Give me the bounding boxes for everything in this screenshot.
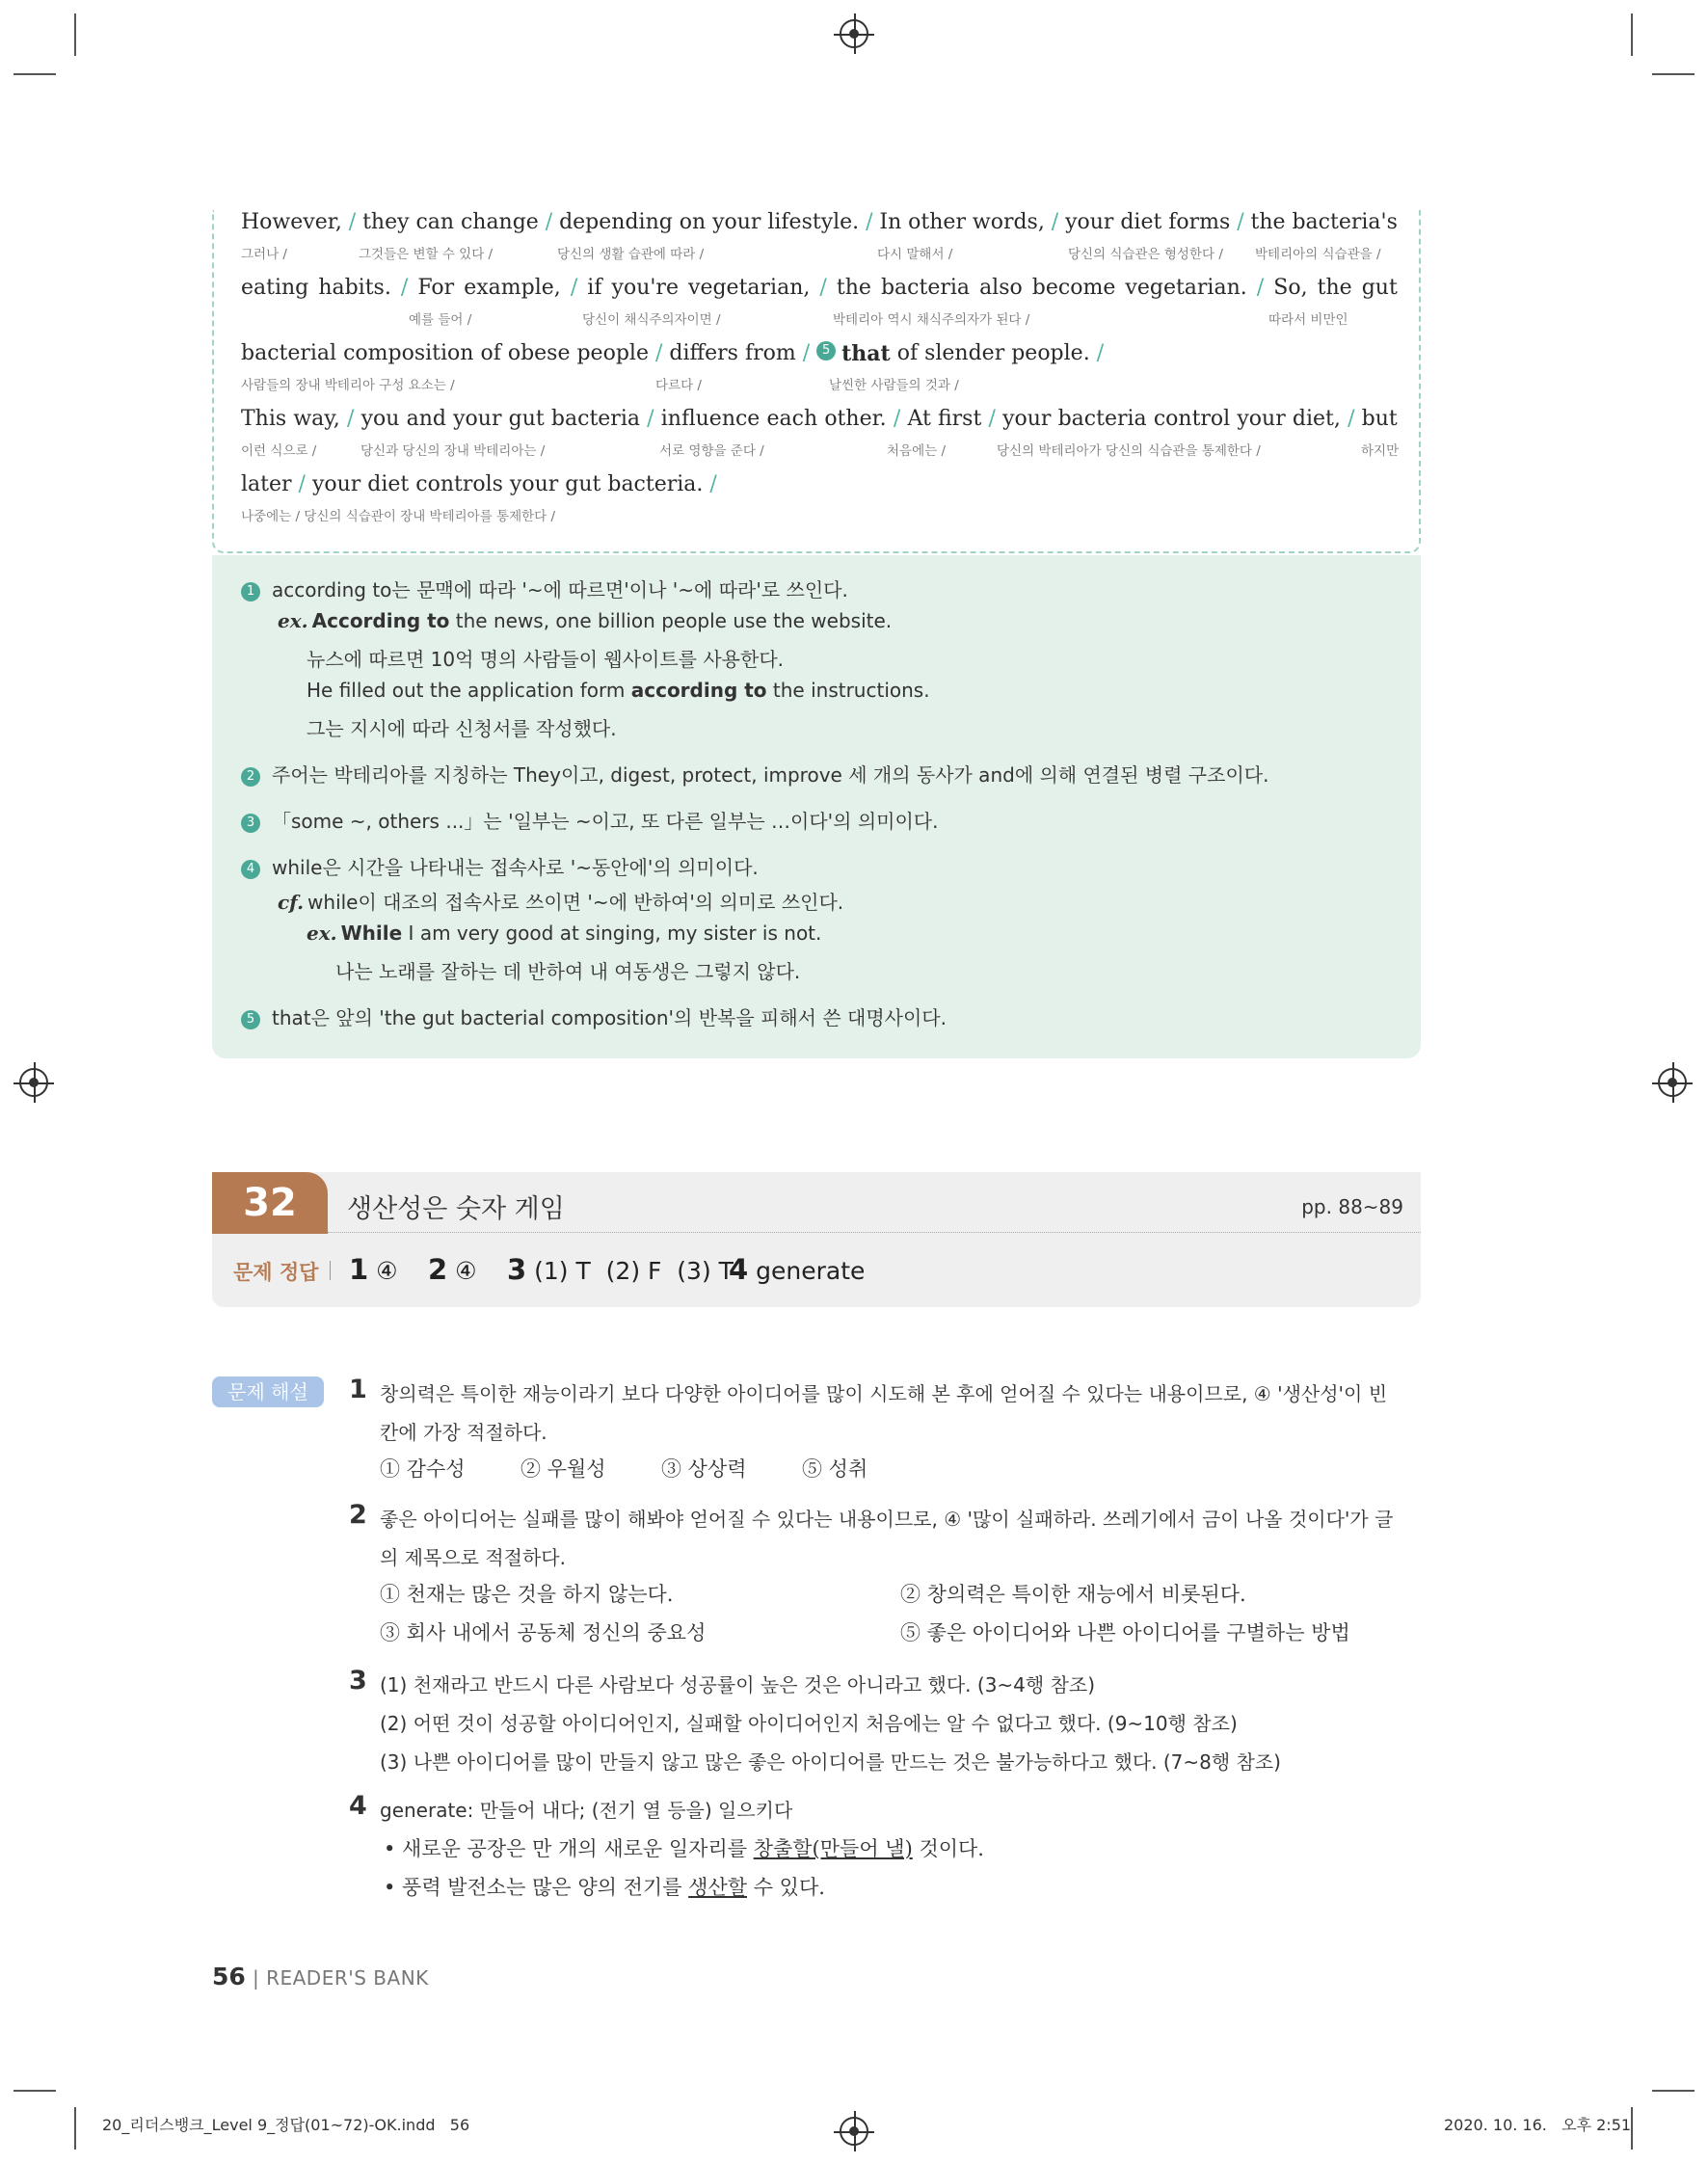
example-sentence [384, 1833, 984, 1862]
korean-gloss: 처음에는 / [887, 443, 947, 459]
answer-value: ④ [455, 1257, 477, 1285]
answer-value: (1) T (2) F (3) T [534, 1257, 734, 1285]
korean-gloss: 박테리아 역시 채식주의자가 된다 / [833, 312, 1030, 328]
explanation-text: (1) 천재라고 반드시 다른 사람보다 성공률이 높은 것은 아니라고 했다. (3~4행 참조) [380, 1673, 1096, 1696]
example-bold: according to [630, 679, 767, 702]
explanation-text: (3) 나쁜 아이디어를 많이 만들지 않고 많은 좋은 아이디어를 만드는 것은 불가능하다고 했다. (7~8행 참조) [380, 1750, 1281, 1774]
word: example, [464, 276, 561, 300]
section-title: 생산성은 숫자 게임 [347, 1194, 565, 1224]
word: become [1031, 276, 1116, 300]
word: bacteria [880, 276, 971, 300]
example-sentence [384, 1872, 825, 1901]
word: your [1002, 407, 1052, 431]
note-4-example-kor: 나는 노래를 잘하는 데 반하여 내 여동생은 그렇지 않다. [335, 960, 801, 983]
note-text: that은 앞의 'the gut bacterial composition'의 반복을 피해서 쓴 대명사이다. [272, 1006, 947, 1029]
option-item: ② 우월성 [520, 1457, 606, 1481]
korean-gloss: 당신과 당신의 장내 박테리아는 / [360, 443, 546, 459]
slash: / [893, 407, 901, 431]
word: diet, [1292, 407, 1341, 431]
answer-number: 1 [349, 1253, 369, 1286]
option-item: ⑤ 좋은 아이디어와 나쁜 아이디어를 구별하는 방법 [900, 1621, 1350, 1644]
option-item: ② 창의력은 특이한 재능에서 비롯된다. [900, 1583, 1246, 1606]
korean-gloss: 박테리아의 식습관을 / [1255, 247, 1381, 262]
example-bold: While [340, 922, 403, 945]
note-number-icon: 5 [241, 1010, 260, 1029]
example-text: the instructions. [766, 679, 930, 702]
explanation-text: 의 제목으로 적절하다. [380, 1546, 566, 1569]
korean-gloss: 나중에는 / 당신의 식습관이 장내 박테리아를 통제한다 / [241, 509, 556, 524]
korean-gloss: 서로 영향을 준다 / [659, 443, 764, 459]
slash: / [1051, 210, 1059, 234]
answer-key [212, 1234, 1421, 1307]
korean-gloss: 당신의 생활 습관에 따라 / [557, 247, 705, 262]
word: influence [660, 407, 761, 431]
word: depending [559, 210, 673, 234]
sentence-text: • 새로운 공장은 만 개의 새로운 일자리를 [384, 1837, 754, 1860]
answer-number: 3 [507, 1253, 527, 1286]
word: bacteria [550, 407, 640, 431]
slash: / [348, 210, 357, 234]
english-line [241, 407, 1398, 431]
answer-item [428, 1253, 477, 1286]
slash: / [988, 407, 996, 431]
word: At [907, 407, 931, 431]
slash: / [703, 472, 717, 496]
word: they [362, 210, 410, 234]
phrase: of slender people. [896, 341, 1090, 365]
underlined-word: 창출할(만들어 낼) [753, 1837, 913, 1860]
example-tag: ex. [278, 609, 308, 632]
crop-mark [1631, 2107, 1633, 2150]
phrase: differs from [669, 341, 796, 365]
section-pages: pp. 88~89 [1301, 1195, 1403, 1218]
word: the [836, 276, 871, 300]
option-item: ③ 회사 내에서 공동체 정신의 중요성 [380, 1621, 707, 1644]
word: and [406, 407, 446, 431]
cf-tag: cf. [278, 891, 305, 914]
word: In [879, 210, 902, 234]
korean-gloss: 사람들의 장내 박테리아 구성 요소는 / [241, 378, 455, 393]
example-tag: ex. [307, 922, 337, 945]
chunk-line-3 [241, 341, 1398, 393]
word: gut [1361, 276, 1398, 300]
question-number: 4 [349, 1791, 367, 1821]
word: first [937, 407, 982, 431]
underlined-word: 생산할 [688, 1876, 748, 1899]
explanation-text: 창의력은 특이한 재능이라기 보다 다양한 아이디어를 많이 시도해 본 후에 얻어질 수 있다는 내용이므로, ④ '생산성'이 빈 [380, 1382, 1388, 1405]
korean-gloss: 다시 말해서 / [877, 247, 953, 262]
korean-gloss: 그러나 / [241, 247, 287, 262]
korean-gloss: 다르다 / [655, 378, 702, 393]
crop-mark [13, 73, 56, 75]
korean-gloss: 예를 들어 / [409, 312, 472, 328]
chunk-reading-box [212, 210, 1421, 553]
word: the [1250, 210, 1286, 234]
word: change [460, 210, 539, 234]
example-text: He filled out the application form [307, 679, 631, 702]
chunk-line-1 [241, 210, 1398, 262]
answers-label: 문제 정답 [233, 1261, 319, 1284]
answer-item [729, 1253, 865, 1286]
word: your [1237, 407, 1286, 431]
phrase: bacterial composition of obese people [241, 341, 649, 365]
slash: / [819, 276, 827, 300]
word: habits. [318, 276, 391, 300]
note-3 [241, 806, 938, 834]
note-2 [241, 760, 1268, 788]
chunk-line-2 [241, 276, 1398, 328]
question-number: 3 [349, 1666, 367, 1696]
word: you're [611, 276, 679, 300]
phrase-bold: that [841, 341, 891, 366]
crop-mark [1631, 13, 1633, 56]
word: on [679, 210, 707, 234]
explanation-text: (2) 어떤 것이 성공할 아이디어인지, 실패할 아이디어인지 처음에는 알 수 없다고 했다. (9~10행 참조) [380, 1712, 1238, 1735]
word: For [417, 276, 455, 300]
registration-mark-icon [840, 19, 868, 48]
slash: / [400, 276, 409, 300]
answer-value: ④ [376, 1257, 398, 1285]
crop-mark [1652, 73, 1695, 75]
word: your [712, 210, 761, 234]
grammar-notes-box [212, 555, 1421, 1058]
note-1-example-2 [307, 679, 930, 702]
word: you [360, 407, 400, 431]
note-1 [241, 574, 848, 602]
word: This [241, 407, 287, 431]
slash: / [545, 210, 553, 234]
note-1-example-1 [278, 609, 892, 632]
file-slug: 20_리더스뱅크_Level 9_정답(01~72)-OK.indd 56 [102, 2116, 470, 2134]
word: your [453, 407, 502, 431]
option-item: ① 천재는 많은 것을 하지 않는다. [380, 1583, 674, 1606]
phrase [891, 341, 897, 366]
crop-mark [1652, 2090, 1695, 2092]
registration-mark-icon [1658, 1068, 1687, 1097]
slash: / [346, 407, 355, 431]
note-5 [241, 1002, 947, 1030]
word: lifestyle. [767, 210, 860, 234]
section-number: 32 [212, 1172, 328, 1234]
explanation-text: generate: 만들어 내다; (전기 열 등을) 일으키다 [380, 1799, 793, 1822]
explanation-text: 좋은 아이디어는 실패를 많이 해봐야 얻어질 수 있다는 내용이므로, ④ '많이 실패하라. 쓰레기에서 금이 나올 것이다'가 글 [380, 1508, 1394, 1531]
answer-number: 2 [428, 1253, 448, 1286]
word: vegetarian. [1125, 276, 1247, 300]
word: words, [972, 210, 1045, 234]
explanation-text: 칸에 가장 적절하다. [380, 1421, 547, 1444]
sentence-text: 것이다. [912, 1837, 984, 1860]
korean-gloss: 당신의 박테리아가 당신의 식습관을 통제한다 / [997, 443, 1261, 459]
sentence-text: • 풍력 발전소는 많은 양의 전기를 [384, 1876, 689, 1899]
word: However, [241, 210, 342, 234]
word: the [1317, 276, 1352, 300]
word: way, [293, 407, 340, 431]
answer-item [349, 1253, 398, 1286]
note-number-icon: 4 [241, 860, 260, 879]
word: eating [241, 276, 309, 300]
english-line [241, 276, 1398, 300]
question-number: 2 [349, 1500, 367, 1530]
note-text: 「some ~, others ...」는 '일부는 ~이고, 또 다른 일부는 …이다'의 의미이다. [272, 810, 939, 833]
answer-value: generate [756, 1257, 866, 1285]
slash: / [648, 341, 670, 365]
slash: / [1237, 210, 1244, 234]
explanation-badge: 문제 해설 [212, 1376, 324, 1407]
korean-gloss: 따라서 비만인 [1268, 312, 1348, 328]
crop-mark [74, 2107, 76, 2150]
note-1-example-1-kor: 뉴스에 따르면 10억 명의 사람들이 웹사이트를 사용한다. [307, 648, 784, 671]
note-text: 주어는 박테리아를 지칭하는 They이고, digest, protect, improve 세 개의 동사가 and에 의해 연결된 병렬 구조이다. [272, 763, 1269, 787]
word: bacteria's [1292, 210, 1398, 234]
note-text: according to는 문맥에 따라 '~에 따르면'이나 '~에 따라'로 쓰인다. [272, 578, 848, 601]
word: vegetarian, [688, 276, 811, 300]
page-number: 56 [212, 1963, 246, 1990]
korean-gloss: 당신의 식습관은 형성한다 / [1068, 247, 1223, 262]
note-number-icon: 3 [241, 814, 260, 833]
korean-gloss: 하지만 [1361, 443, 1400, 459]
english-line [241, 210, 1398, 234]
word: but [1361, 407, 1398, 431]
english-line [241, 472, 1398, 496]
registration-mark-icon [840, 2117, 868, 2146]
option-item: ⑤ 성취 [802, 1457, 868, 1481]
registration-mark-icon [19, 1068, 48, 1097]
english-line [241, 341, 1398, 366]
korean-gloss: 당신이 채식주의자이면 / [582, 312, 721, 328]
word: your [1065, 210, 1114, 234]
korean-gloss: 그것들은 변할 수 있다 / [359, 247, 494, 262]
crop-mark [74, 13, 76, 56]
word: control [1153, 407, 1231, 431]
slash: / [1089, 341, 1105, 365]
option-item: ③ 상상력 [661, 1457, 747, 1481]
word: forms [1168, 210, 1231, 234]
word: So, [1273, 276, 1308, 300]
date-slug: 2020. 10. 16. 오후 2:51 [1444, 2116, 1632, 2134]
word: also [979, 276, 1023, 300]
slash: / [866, 210, 873, 234]
phrase: your diet controls your gut bacteria. [311, 472, 704, 496]
word: gut [508, 407, 545, 431]
note-4-cf [278, 887, 843, 915]
divider [328, 1232, 1421, 1233]
word: diet [1120, 210, 1162, 234]
phrase: later [241, 472, 292, 496]
example-text: I am very good at singing, my sister is not. [402, 922, 822, 945]
note-text: while은 시간을 나타내는 접속사로 '~동안에'의 의미이다. [272, 856, 759, 879]
korean-gloss: 날씬한 사람들의 것과 / [829, 378, 959, 393]
answer-item [507, 1253, 734, 1286]
chunk-line-4 [241, 407, 1400, 459]
slash: / [570, 276, 578, 300]
crop-mark [13, 2090, 56, 2092]
slash: / [291, 472, 312, 496]
word: if [587, 276, 602, 300]
korean-gloss: 이런 식으로 / [241, 443, 317, 459]
word: bacteria [1057, 407, 1147, 431]
word: other [908, 210, 966, 234]
note-number-icon: 1 [241, 582, 260, 601]
option-item: ① 감수성 [380, 1457, 466, 1481]
example-bold: According to [311, 609, 450, 632]
book-name: | READER'S BANK [253, 1966, 429, 1990]
sentence-text: 수 있다. [747, 1876, 825, 1899]
word: other. [824, 407, 887, 431]
word: each [766, 407, 818, 431]
note-number-icon: 2 [241, 767, 260, 787]
chunk-line-5 [241, 472, 1398, 524]
note-1-example-2-kor: 그는 지시에 따라 신청서를 작성했다. [307, 717, 617, 740]
answer-number: 4 [729, 1253, 749, 1286]
word: can [415, 210, 455, 234]
cf-text: while이 대조의 접속사로 쓰이면 '~에 반하여'의 의미로 쓰인다. [307, 891, 844, 914]
question-number: 1 [349, 1375, 367, 1404]
divider [330, 1261, 331, 1280]
note-number-circle: 5 [816, 341, 836, 361]
note-4 [241, 852, 759, 880]
section-header [212, 1172, 1421, 1234]
slash: / [647, 407, 654, 431]
example-text: the news, one billion people use the website. [449, 609, 893, 632]
note-4-example [307, 922, 821, 945]
slash: / [1256, 276, 1265, 300]
slash: / [1348, 407, 1355, 431]
slash: / [795, 341, 817, 365]
